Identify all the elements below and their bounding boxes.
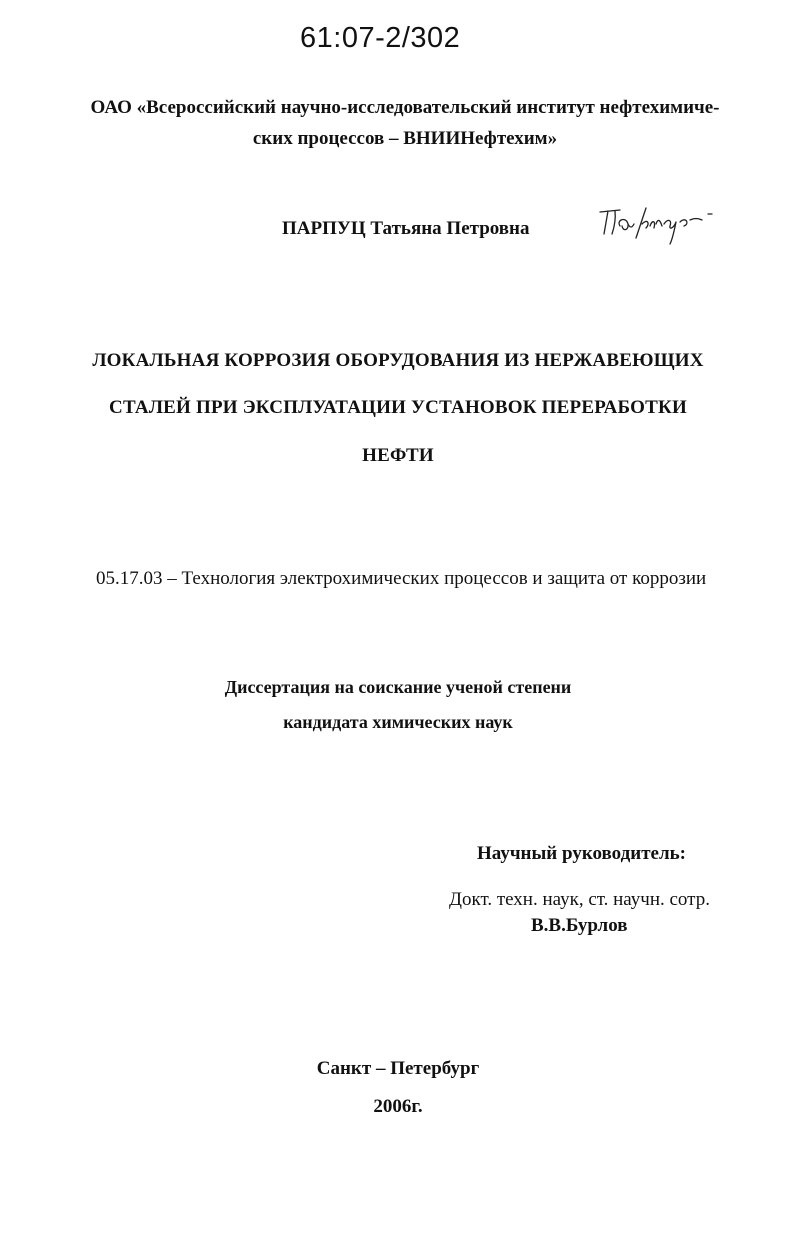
thesis-title-line-2: СТАЛЕЙ ПРИ ЭКСПЛУАТАЦИИ УСТАНОВОК ПЕРЕРАБОТКИ (109, 397, 687, 418)
thesis-title-line-1: ЛОКАЛЬНАЯ КОРРОЗИЯ ОБОРУДОВАНИЯ ИЗ НЕРЖАВЕЮЩИХ (92, 350, 704, 371)
specialty-code: 05.17.03 – Технология электрохимических процессов и защита от коррозии (96, 568, 707, 589)
institute-line-2: ских процессов – ВНИИНефтехим» (252, 128, 558, 149)
thesis-title-line-3: НЕФТИ (362, 445, 434, 466)
city: Санкт – Петербург (316, 1058, 480, 1079)
institute-name (60, 92, 750, 154)
supervisor-rank: Докт. техн. наук, ст. научн. сотр. (449, 889, 710, 910)
degree-line-2: кандидата химических наук (283, 712, 513, 732)
author-name: ПАРПУЦ Татьяна Петровна (282, 218, 530, 239)
author-signature (590, 190, 740, 250)
degree-line-1: Диссертация на соискание ученой степени (224, 677, 572, 697)
supervisor-name: В.В.Бурлов (531, 915, 628, 936)
year: 2006г. (373, 1096, 423, 1117)
supervisor-heading: Научный руководитель: (477, 843, 686, 864)
institute-line-1: ОАО «Всероссийский научно-исследовательский институт нефтехимиче- (90, 97, 720, 118)
catalog-number: 61:07-2/302 (300, 22, 461, 54)
